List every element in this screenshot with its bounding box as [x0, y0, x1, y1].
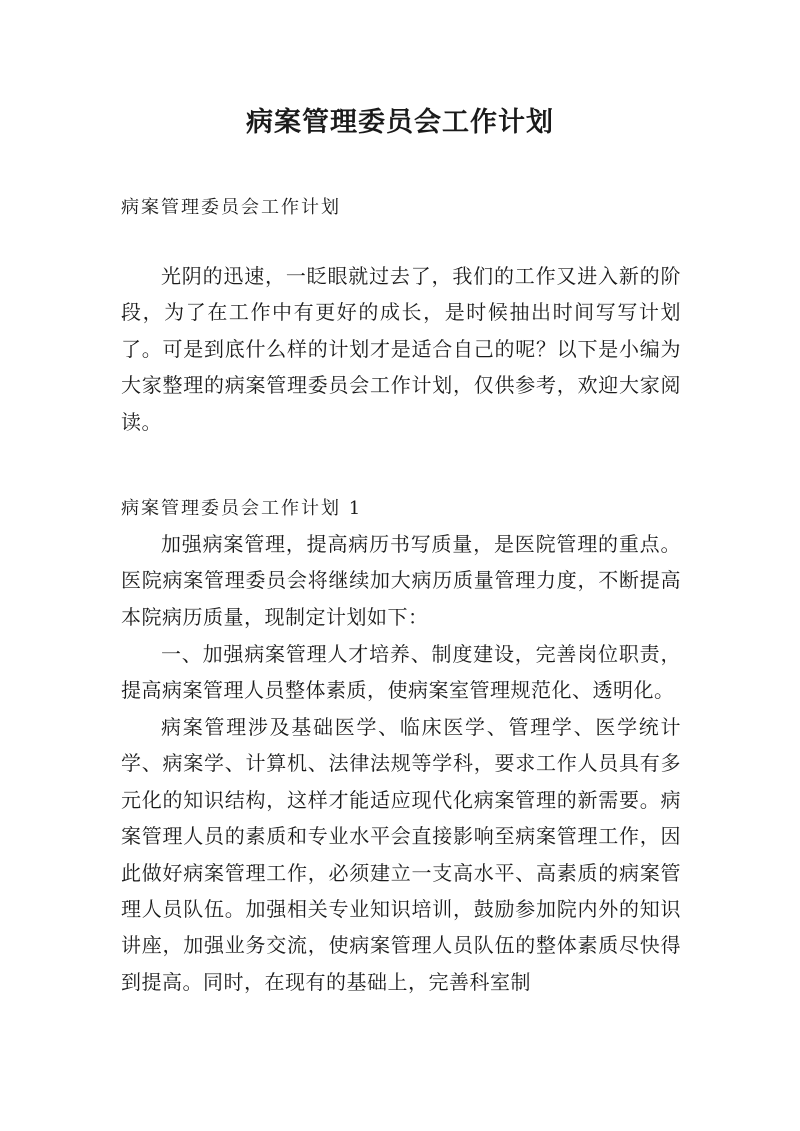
section-heading: 病案管理委员会工作计划 1	[121, 498, 363, 519]
body-paragraph: 加强病案管理，提高病历书写质量，是医院管理的重点。医院病案管理委员会将继续加大病历质量管理力度，不断提高本院病历质量，现制定计划如下：	[121, 532, 681, 629]
document-subtitle: 病案管理委员会工作计划	[121, 197, 341, 218]
body-paragraph: 病案管理涉及基础医学、临床医学、管理学、医学统计学、病案学、计算机、法律法规等学科，要求工作人员具有多元化的知识结构，这样才能适应现代化病案管理的新需要。病案管理人员的素质和专业水平会直接影响至病案管理工作，因此做好病案管理工作，必须建立一支高水平、高素质的病案管理人员队伍。加强相关专业知识培训，鼓励参加院内外的知识讲座，加强业务交流，使病案管理人员队伍的整体素质尽快得到提高。同时，在现有的基础上，完善科室制	[121, 715, 681, 994]
document-title: 病案管理委员会工作计划	[246, 107, 554, 138]
body-paragraph: 一、加强病案管理人才培养、制度建设，完善岗位职责，提高病案管理人员整体素质，使病案室管理规范化、透明化。	[121, 642, 681, 703]
intro-paragraph: 光阴的迅速，一眨眼就过去了，我们的工作又进入新的阶段，为了在工作中有更好的成长，是时候抽出时间写写计划了。可是到底什么样的计划才是适合自己的呢？以下是小编为大家整理的病案管理委员会工作计划，仅供参考，欢迎大家阅读。	[121, 264, 681, 434]
